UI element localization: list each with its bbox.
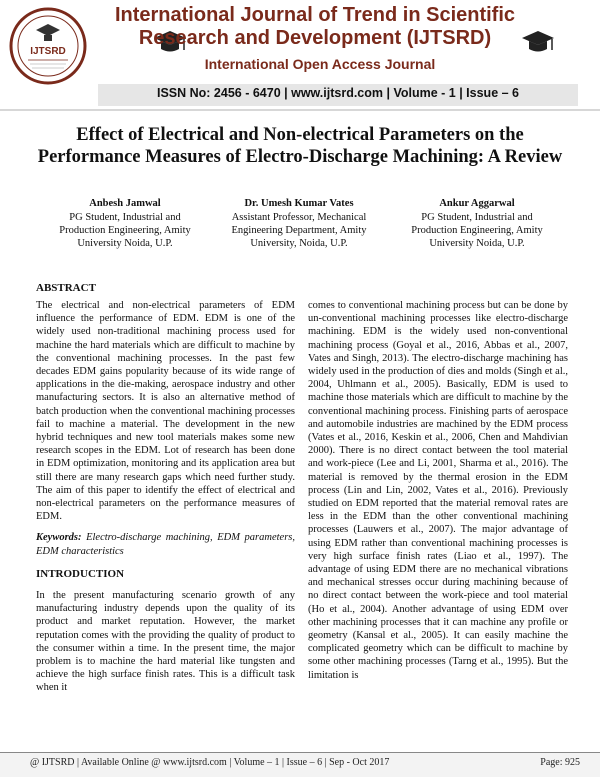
header-divider	[0, 109, 600, 111]
author-block	[40, 197, 210, 250]
keywords-label: Keywords:	[36, 532, 82, 544]
author-affiliation: University Noida, U.P.	[77, 238, 173, 249]
right-column-text: comes to conventional machining process but can be done by un-conventional machining processes like electro-discharge machining. EDM is the widely used non-conventional machining process (Goyal et al., 2016, Abbas et al., 2007, Vates and Singh, 2013). The electro-discharge machining has widely used in the production of dies and molds (Singh et al., 2004, Uhlmann et al., 2005). Basically, EDM is used to machine those materials which are difficult to machine by the conventional machining process. Finishing parts of aerospace and automobile industries are machined by the EDM process (Vates et al., 2016, Keskin et al., 2006, Chen and Mahdivian 2000). There is no direct contact between the tool material and work-piece (Lee and Li, 2001, Sharma et al., 2016). The material is removed by the thermal erosion in the EDM process (Lin and Lin, 2002, Vates et al., 2016). Previously studied on EDM reported that the material removal rates are less in the EDM than the other conventional machining processes (Lauwers et al., 2007). The major advantage of using EDM rather than conventional machining processes is very high surface finish rates (Liao et al., 1997). The advantage of using EDM there are no mechanical vibrations and mechanical stresses occur during machining because of no direct contact between the work-piece and tool material (Ho et al., 2004). Another advantage of using EDM over other machining processes that it can machine any profile or geometry (Kansal et al., 2005). It can easily machine the complicated geometry which can be difficult to machine by some other machining processes (Tarng et al., 1995). But the limitation is	[308, 300, 568, 681]
abstract-heading: ABSTRACT	[36, 282, 96, 294]
author-name: Dr. Umesh Kumar Vates	[244, 198, 354, 209]
footer-text: @ IJTSRD | Available Online @ www.ijtsrd.com | Volume – 1 | Issue – 6 | Sep - Oct 2017	[30, 757, 390, 768]
author-affiliation: Engineering Department, Amity	[231, 225, 367, 236]
author-affiliation: Production Engineering, Amity	[411, 225, 543, 236]
issn-line: ISSN No: 2456 - 6470 | www.ijtsrd.com | Volume - 1 | Issue – 6	[156, 86, 519, 100]
author-affiliation: University Noida, U.P.	[429, 238, 525, 249]
journal-subtitle: International Open Access Journal	[204, 56, 436, 72]
introduction-heading: INTRODUCTION	[36, 567, 125, 580]
journal-header	[0, 0, 600, 112]
paper-title	[20, 124, 580, 168]
author-affiliation: PG Student, Industrial and	[69, 212, 181, 223]
paper-title-line2: Performance Measures of Electro-Discharge Machining: A Review	[37, 147, 563, 167]
author-block	[392, 197, 562, 250]
author-block	[214, 197, 384, 250]
abstract-text: The electrical and non-electrical parameters of EDM influence the performance of EDM. EDM is one of the widely used non-traditional machining process used for machine the hard materials which are difficult to machine by the conventional machining processes. In the past few decades EDM gains popularity because of its wide range of applications in the die-making, aerospace industry and other manufacturing sectors. It is also an alternative method of batch production when the conventional machining processes fail to machine a material. The development in the new hybrid techniques and new tool materials makes some new research scopes in the EDM. Lot of research has been done in EDM optimization, monitoring and its application area but still there are many research gaps which need further study. The aim of this paper to identify the effect of electrical and non-electrical parameters on the performance measures of EDM.	[36, 300, 295, 523]
author-affiliation: Assistant Professor, Mechanical	[231, 212, 367, 223]
author-affiliation: PG Student, Industrial and	[421, 212, 533, 223]
keywords-value: Electro-discharge machining, EDM parameters, EDM characteristics	[36, 532, 295, 557]
introduction-text: In the present manufacturing scenario growth of any manufacturing industry depends upon the quality of its product and market reputation. However, the market reputation comes with the providing the quality of product to the consumer within a time. In the present time, the major problem is to machine the hard material like tungsten and achieve the high surface finish rates. This is a difficult task when it	[36, 590, 295, 694]
author-affiliation: Production Engineering, Amity	[59, 225, 191, 236]
keywords	[36, 531, 295, 557]
author-name: Anbesh Jamwal	[89, 198, 161, 209]
left-column	[36, 299, 295, 695]
author-name: Ankur Aggarwal	[439, 198, 515, 209]
journal-title-line1: International Journal of Trend in Scientific	[114, 4, 516, 26]
right-column	[308, 299, 568, 682]
paper-title-line1: Effect of Electrical and Non-electrical Parameters on the	[76, 125, 524, 145]
journal-title-line2: Research and Development (IJTSRD)	[138, 27, 492, 49]
logo-text: IJTSRD	[30, 46, 66, 57]
journal-title	[0, 4, 600, 50]
author-affiliation: University, Noida, U.P.	[250, 238, 348, 249]
page-number: Page: 925	[540, 757, 580, 768]
